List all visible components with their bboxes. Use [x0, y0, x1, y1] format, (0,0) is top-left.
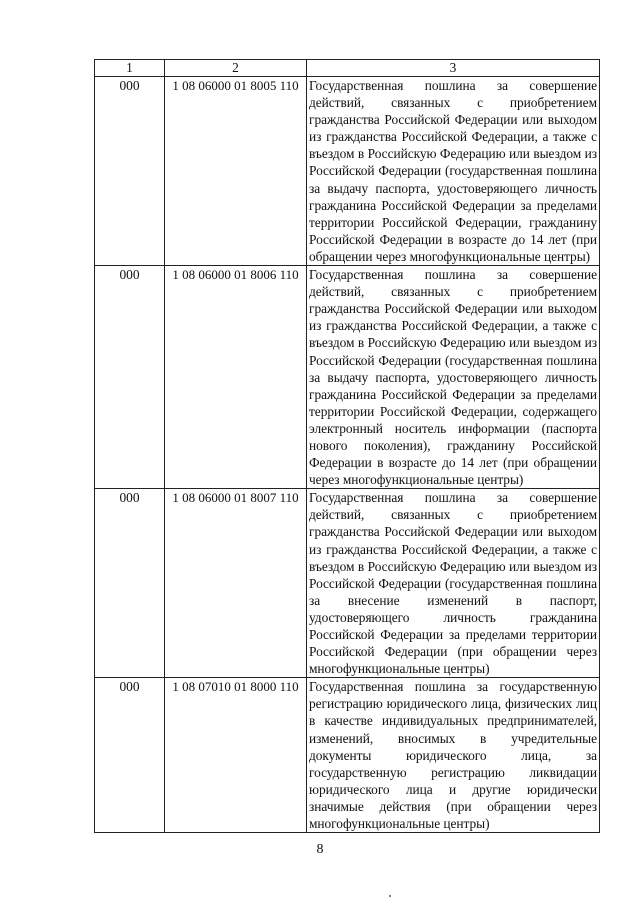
scan-speck	[389, 895, 391, 897]
kbk-code-cell: 1 08 06000 01 8006 110	[165, 266, 307, 489]
column-number-3: 3	[307, 60, 600, 77]
fee-description-cell: Государственная пошлина за совершение действий, связанных с приобретением гражданства Российской Федерации или выходом из гражданства Российской Федерации, а также с въездом в Российскую Федерацию или выездом из Российской Федерации (государственная пошлина за внесение изменений в паспорт, удостоверяющего личность гражданина Российской Федерации за пределами территории Российской Федерации (при обращении через многофункциональные центры)	[307, 489, 600, 678]
table-row	[95, 266, 600, 489]
fee-description-cell: Государственная пошлина за совершение действий, связанных с приобретением гражданства Российской Федерации или выходом из гражданства Российской Федерации, а также с въездом в Российскую Федерацию или выездом из Российской Федерации (государственная пошлина за выдачу паспорта, удостоверяющего личность гражданина Российской Федерации за пределами территории Российской Федерации, содержащего электронный носитель информации (паспорта нового поколения), гражданину Российской Федерации в возрасте до 14 лет (при обращении через многофункциональные центры)	[307, 266, 600, 489]
table-row	[95, 489, 600, 678]
page-number: 8	[316, 842, 324, 857]
column-number-1: 1	[95, 60, 165, 77]
table-row	[95, 678, 600, 833]
table-row	[95, 77, 600, 266]
kbk-code-cell: 1 08 07010 01 8000 110	[165, 678, 307, 833]
admin-code-cell: 000	[95, 266, 165, 489]
table-header-row	[95, 60, 600, 77]
admin-code-cell: 000	[95, 77, 165, 266]
kbk-code-cell: 1 08 06000 01 8005 110	[165, 77, 307, 266]
admin-code-cell: 000	[95, 489, 165, 678]
fee-description-cell: Государственная пошлина за совершение действий, связанных с приобретением гражданства Российской Федерации или выходом из гражданства Российской Федерации, а также с въездом в Российскую Федерацию или выездом из Российской Федерации (государственная пошлина за выдачу паспорта, удостоверяющего личность гражданина Российской Федерации за пределами территории Российской Федерации, гражданину Российской Федерации в возрасте до 14 лет (при обращении через многофункциональные центры)	[307, 77, 600, 266]
fees-table	[94, 59, 600, 833]
kbk-code-cell: 1 08 06000 01 8007 110	[165, 489, 307, 678]
fee-description-cell: Государственная пошлина за государственную регистрацию юридического лица, физических лиц в качестве индивидуальных предпринимателей, изменений, вносимых в учредительные документы юридического лица, за государственную регистрацию ликвидации юридического лица и другие юридически значимые действия (при обращении через многофункциональные центры)	[307, 678, 600, 833]
column-number-2: 2	[165, 60, 307, 77]
admin-code-cell: 000	[95, 678, 165, 833]
